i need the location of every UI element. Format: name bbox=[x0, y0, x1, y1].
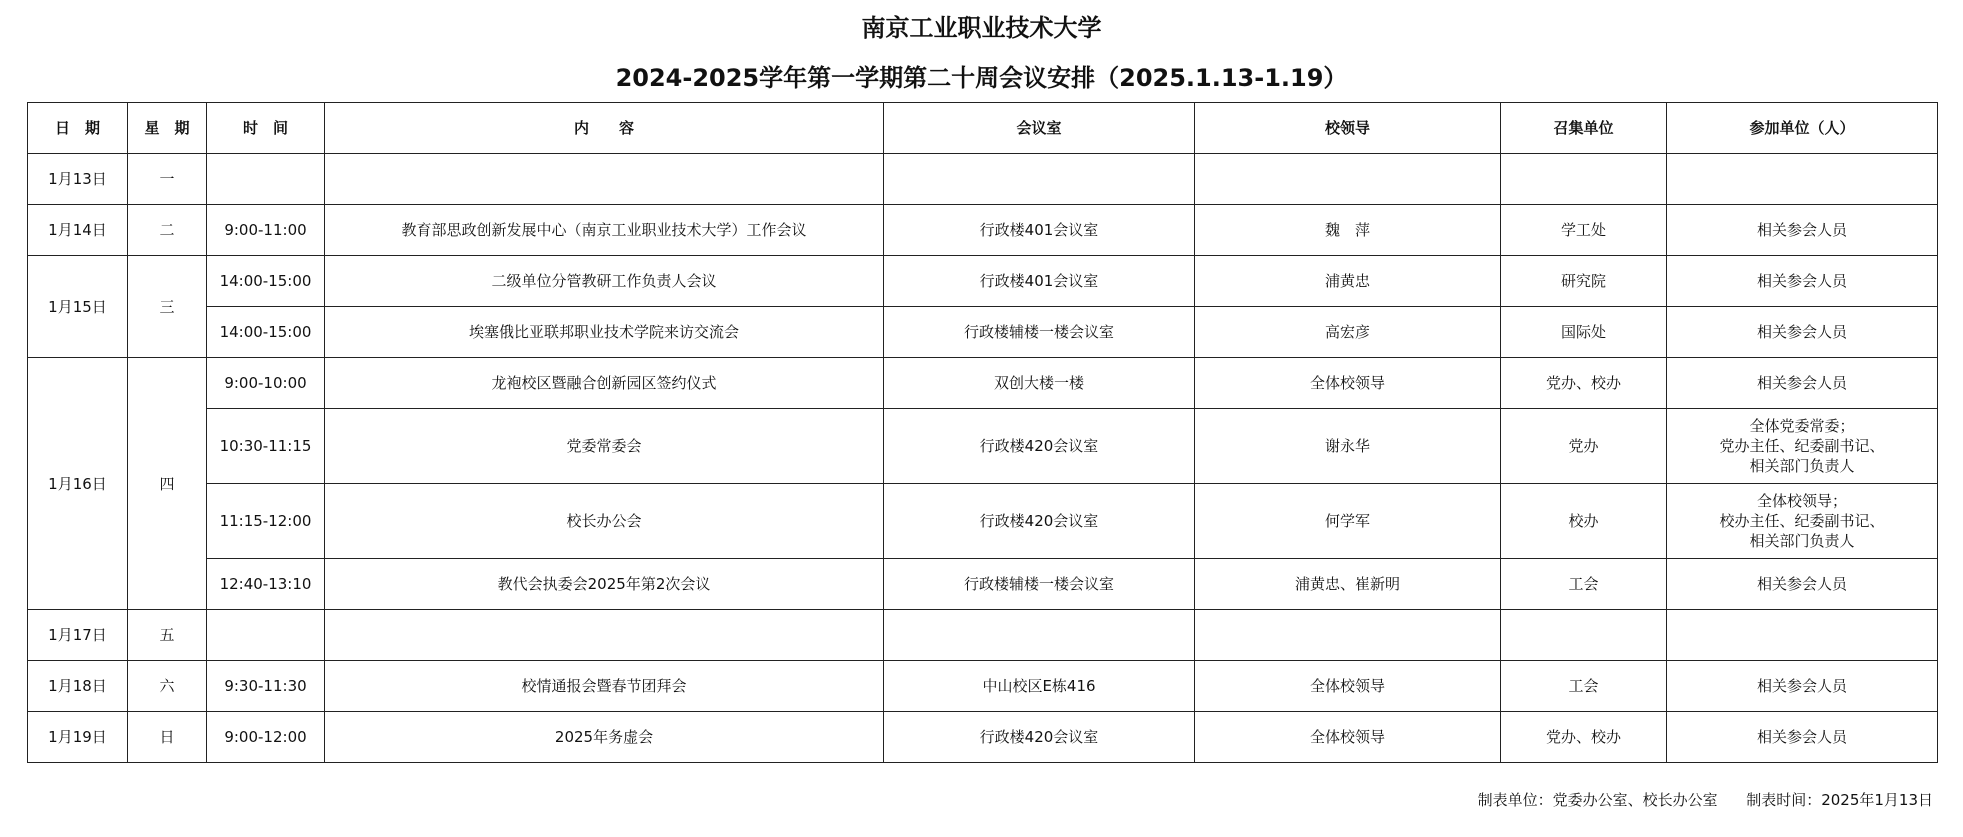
table-row bbox=[28, 610, 1938, 661]
cell-participants bbox=[1667, 610, 1938, 661]
participants-line: 相关参会人员 bbox=[1756, 272, 1847, 290]
footer-maker: 制表单位：党委办公室、校长办公室 bbox=[1477, 791, 1718, 809]
cell-convener: 党办、校办 bbox=[1501, 712, 1667, 763]
table-header-row bbox=[28, 103, 1938, 154]
cell-leader: 高宏彦 bbox=[1195, 307, 1501, 358]
participants-line: 相关参会人员 bbox=[1756, 575, 1847, 593]
participants-line: 相关参会人员 bbox=[1756, 323, 1847, 341]
cell-time: 10:30-11:15 bbox=[207, 409, 325, 484]
cell-room: 行政楼401会议室 bbox=[884, 205, 1195, 256]
cell-convener: 学工处 bbox=[1501, 205, 1667, 256]
cell-time bbox=[207, 610, 325, 661]
cell-convener: 国际处 bbox=[1501, 307, 1667, 358]
page-title: 南京工业职业技术大学 bbox=[861, 14, 1102, 42]
cell-convener: 研究院 bbox=[1501, 256, 1667, 307]
cell-date: 1月19日 bbox=[28, 712, 128, 763]
participants-line: 相关参会人员 bbox=[1756, 374, 1847, 392]
participants-line: 党办主任、纪委副书记、 bbox=[1719, 437, 1885, 455]
cell-time: 9:30-11:30 bbox=[207, 661, 325, 712]
cell-date: 1月17日 bbox=[28, 610, 128, 661]
cell-content: 2025年务虚会 bbox=[325, 712, 884, 763]
cell-content bbox=[325, 154, 884, 205]
cell-convener: 党办、校办 bbox=[1501, 358, 1667, 409]
cell-participants bbox=[1667, 484, 1938, 559]
cell-weekday: 一 bbox=[128, 154, 207, 205]
cell-leader: 何学军 bbox=[1195, 484, 1501, 559]
cell-participants bbox=[1667, 409, 1938, 484]
cell-room: 中山校区E栋416 bbox=[884, 661, 1195, 712]
cell-time: 14:00-15:00 bbox=[207, 256, 325, 307]
participants-line: 校办主任、纪委副书记、 bbox=[1719, 512, 1885, 530]
header-convener: 召集单位 bbox=[1501, 103, 1667, 154]
table-row bbox=[28, 661, 1938, 712]
header-weekday: 星 期 bbox=[128, 103, 207, 154]
cell-participants bbox=[1667, 205, 1938, 256]
participants-line: 相关参会人员 bbox=[1756, 221, 1847, 239]
page-subtitle: 2024-2025学年第一学期第二十周会议安排（2025.1.13-1.19） bbox=[615, 64, 1348, 92]
cell-time: 12:40-13:10 bbox=[207, 559, 325, 610]
table-row bbox=[28, 559, 1938, 610]
participants-line: 相关参会人员 bbox=[1756, 677, 1847, 695]
cell-weekday: 四 bbox=[128, 358, 207, 610]
cell-participants bbox=[1667, 256, 1938, 307]
cell-content bbox=[325, 610, 884, 661]
cell-room: 行政楼420会议室 bbox=[884, 409, 1195, 484]
cell-room: 行政楼420会议室 bbox=[884, 712, 1195, 763]
cell-date: 1月13日 bbox=[28, 154, 128, 205]
cell-room: 行政楼420会议室 bbox=[884, 484, 1195, 559]
cell-time: 9:00-12:00 bbox=[207, 712, 325, 763]
cell-time: 14:00-15:00 bbox=[207, 307, 325, 358]
cell-time bbox=[207, 154, 325, 205]
cell-room bbox=[884, 154, 1195, 205]
cell-room: 双创大楼一楼 bbox=[884, 358, 1195, 409]
cell-leader: 全体校领导 bbox=[1195, 358, 1501, 409]
cell-convener: 工会 bbox=[1501, 559, 1667, 610]
header-content: 内 容 bbox=[325, 103, 884, 154]
participants-line: 相关部门负责人 bbox=[1749, 532, 1855, 550]
cell-content: 二级单位分管教研工作负责人会议 bbox=[325, 256, 884, 307]
table-row bbox=[28, 409, 1938, 484]
participants-line: 相关参会人员 bbox=[1756, 728, 1847, 746]
cell-participants bbox=[1667, 559, 1938, 610]
cell-convener bbox=[1501, 610, 1667, 661]
table-row bbox=[28, 484, 1938, 559]
cell-leader bbox=[1195, 154, 1501, 205]
cell-weekday: 二 bbox=[128, 205, 207, 256]
cell-participants bbox=[1667, 712, 1938, 763]
cell-leader: 浦黄忠、崔新明 bbox=[1195, 559, 1501, 610]
meeting-schedule-table bbox=[27, 102, 1938, 763]
cell-leader: 魏 萍 bbox=[1195, 205, 1501, 256]
header-room: 会议室 bbox=[884, 103, 1195, 154]
cell-convener bbox=[1501, 154, 1667, 205]
cell-date: 1月16日 bbox=[28, 358, 128, 610]
table-body bbox=[28, 154, 1938, 763]
cell-participants bbox=[1667, 661, 1938, 712]
cell-leader: 全体校领导 bbox=[1195, 712, 1501, 763]
cell-weekday: 三 bbox=[128, 256, 207, 358]
cell-convener: 党办 bbox=[1501, 409, 1667, 484]
cell-room: 行政楼401会议室 bbox=[884, 256, 1195, 307]
cell-content: 教育部思政创新发展中心（南京工业职业技术大学）工作会议 bbox=[325, 205, 884, 256]
cell-weekday: 六 bbox=[128, 661, 207, 712]
header-leader: 校领导 bbox=[1195, 103, 1501, 154]
cell-participants bbox=[1667, 154, 1938, 205]
cell-leader: 全体校领导 bbox=[1195, 661, 1501, 712]
header-time: 时 间 bbox=[207, 103, 325, 154]
cell-content: 埃塞俄比亚联邦职业技术学院来访交流会 bbox=[325, 307, 884, 358]
header-participants: 参加单位（人） bbox=[1667, 103, 1938, 154]
cell-content: 党委常委会 bbox=[325, 409, 884, 484]
cell-leader: 谢永华 bbox=[1195, 409, 1501, 484]
cell-leader: 浦黄忠 bbox=[1195, 256, 1501, 307]
table-row bbox=[28, 712, 1938, 763]
cell-weekday: 日 bbox=[128, 712, 207, 763]
participants-line: 全体校领导； bbox=[1756, 492, 1847, 510]
table-row bbox=[28, 256, 1938, 307]
cell-date: 1月14日 bbox=[28, 205, 128, 256]
cell-room bbox=[884, 610, 1195, 661]
cell-participants bbox=[1667, 307, 1938, 358]
cell-content: 校情通报会暨春节团拜会 bbox=[325, 661, 884, 712]
header-date: 日 期 bbox=[28, 103, 128, 154]
table-row bbox=[28, 205, 1938, 256]
participants-line: 全体党委常委； bbox=[1749, 417, 1855, 435]
cell-convener: 工会 bbox=[1501, 661, 1667, 712]
cell-content: 龙袍校区暨融合创新园区签约仪式 bbox=[325, 358, 884, 409]
cell-time: 9:00-10:00 bbox=[207, 358, 325, 409]
footer-date: 制表时间：2025年1月13日 bbox=[1746, 791, 1933, 809]
cell-content: 教代会执委会2025年第2次会议 bbox=[325, 559, 884, 610]
cell-convener: 校办 bbox=[1501, 484, 1667, 559]
table-footer bbox=[1478, 788, 1933, 812]
cell-leader bbox=[1195, 610, 1501, 661]
table-row bbox=[28, 307, 1938, 358]
cell-date: 1月18日 bbox=[28, 661, 128, 712]
cell-weekday: 五 bbox=[128, 610, 207, 661]
participants-line: 相关部门负责人 bbox=[1749, 457, 1855, 475]
cell-time: 11:15-12:00 bbox=[207, 484, 325, 559]
cell-room: 行政楼辅楼一楼会议室 bbox=[884, 307, 1195, 358]
cell-date: 1月15日 bbox=[28, 256, 128, 358]
table-row bbox=[28, 358, 1938, 409]
cell-content: 校长办公会 bbox=[325, 484, 884, 559]
cell-time: 9:00-11:00 bbox=[207, 205, 325, 256]
cell-participants bbox=[1667, 358, 1938, 409]
cell-room: 行政楼辅楼一楼会议室 bbox=[884, 559, 1195, 610]
table-row bbox=[28, 154, 1938, 205]
